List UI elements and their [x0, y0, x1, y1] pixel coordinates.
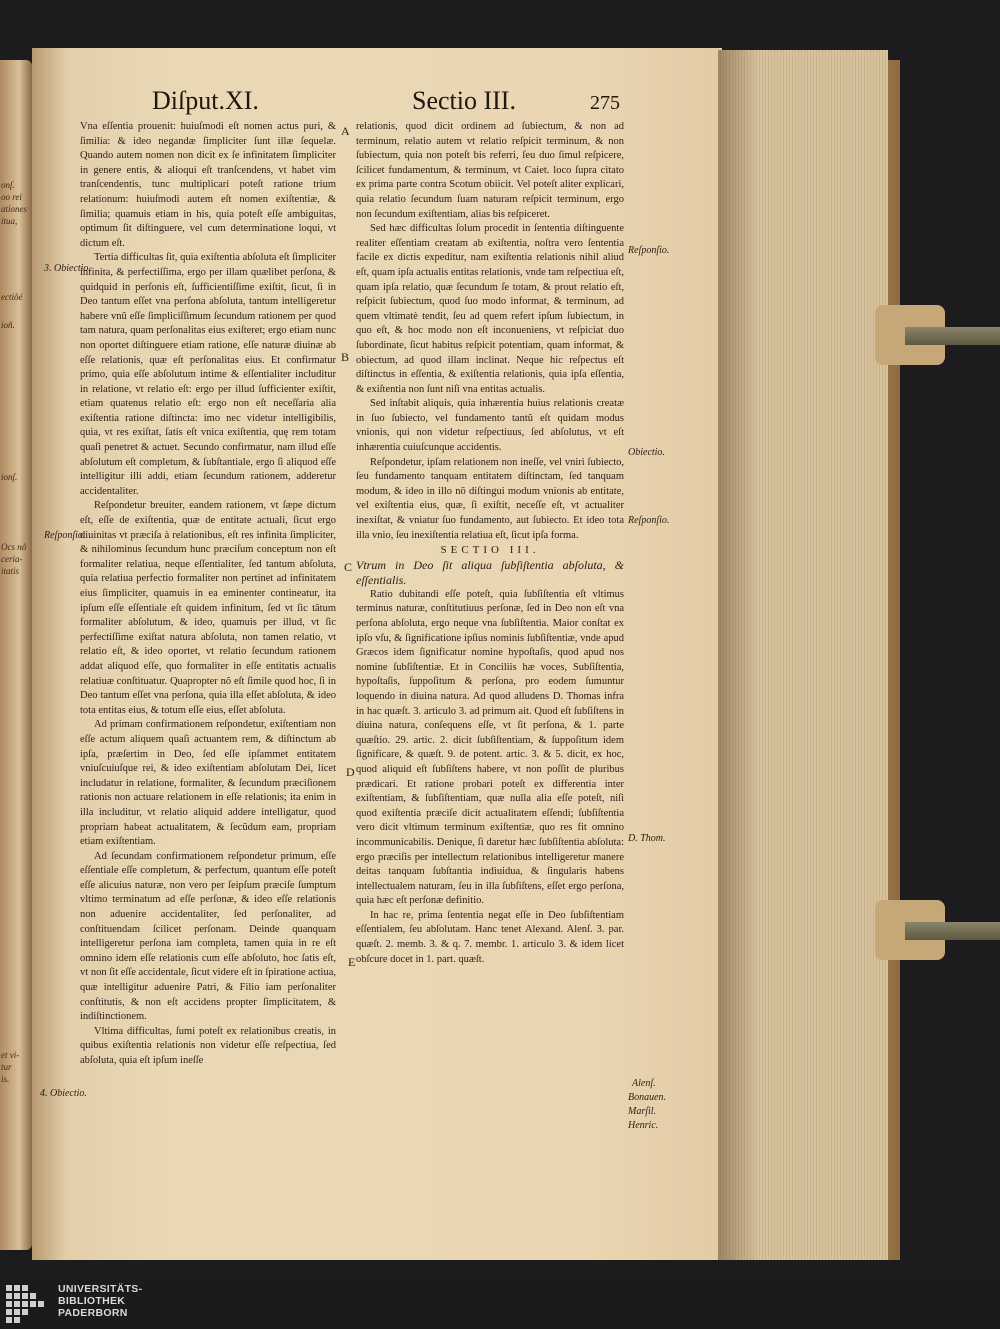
margin-note: Marſil.	[628, 1106, 657, 1117]
left-fragment: et vi-	[1, 1050, 20, 1060]
paragraph: Sed inſtabit aliquis, quia inhærentia huius relationis creatæ in ſuo ſubiecto, vel fundamento tantũ eſt quidam modus vnionis, qui non videtur reſpectiuus, ſed abſolutus, vt eſt inhærentia cuiuſcunque accidentis.	[356, 398, 624, 454]
running-head-center: Sectio III.	[412, 86, 516, 115]
left-fragment: oo rei	[1, 192, 22, 202]
text-column-left	[80, 120, 336, 1069]
paragraph: Vltima difficultas, ſumi poteſt ex relationibus creatis, in quibus exiſtentia relationis non videtur eſſe reſpectiua, ſed abſoluta, quia eſt ipſum ineſſe	[80, 1025, 336, 1066]
paragraph: Reſpondetur breuiter, eandem rationem, vt ſæpe dictum eſt, eſſe de exiſtentia, quæ de entitate actuali, ſicut ergo diuinitas vt præciſa à relationibus, eſt res infinita ſimpliciter, & nihilominus ſecundum hunc præciſum conceptum non eſt formaliter relatiua, neque eſſentialiter, ſed tantum abſoluta, quia relatiua perfectio formaliter non pertinet ad infinitatem eius ſimpliciter, quamuis in ea eminenter contineatur, ita ipſum eſſe eſſentiale eſt quidem infinitum, ſed vt ſic tãtum formaliter abſolutum, & ideo, quamuis per illud, vt ſic perfectiſſime exiſtat natura abſoluta, non tamen relatio, vt relatio eſt, & ideo oportet, vt relatio ſecundum rationem addat aliquod eſſe, quo formaliter in eſſe entitatis actualis relatiuæ conſtituatur. Quapropter nõ eſt ſimile quod hoc, ſi in Deo tantum eſſet vna perſona, quia illa eſſet abſoluta, & ideo tota entitas eius, & totum eſſe eius, eſſet abſoluta.	[80, 500, 336, 716]
library-name-line: UNIVERSITÄTS-	[58, 1283, 143, 1295]
upper-clasp	[875, 305, 1000, 365]
left-fragment: tur	[1, 1062, 12, 1072]
margin-note: D. Thom.	[628, 833, 666, 844]
section-letter: C	[344, 560, 353, 574]
left-page-edge	[0, 60, 32, 1250]
left-fragment: Ocs nõ	[1, 542, 27, 552]
left-fragment: itatis	[1, 566, 20, 576]
margin-note: 3. Obiectio.	[44, 263, 91, 274]
clasp-metal	[905, 922, 1000, 940]
margin-note: Bonauen.	[628, 1092, 667, 1103]
paragraph: relationis, quod dicit ordinem ad ſubiectum, & non ad terminum, relatio autem vt relatio reſpicit terminum, & non ſubiectum, quia non poteſt bis referri, ſeu duo ſimul reſpicere, ſcilicet fundamentum, & terminum, vt Caiet. loco ſupra citato ex prima parte contra Scotum obiicit. Vel poteſt aliter explicari, quia relatio ſecundum ſuam naturam reſpicit terminum, ergo non ſecundum exiſtentiam, alias bis reſpiceret.	[356, 121, 624, 220]
paragraph: In hac re, prima ſententia negat eſſe in Deo ſubſiſtentiam eſſentialem, ſeu abſolutam. Hanc tenet Alexand. Alenſ. 3. par. quæſt. 2. memb. 3. & q. 7. membr. 1. articulo 3. & idem licet obſcure docet in 1. part. quæſt.	[356, 909, 624, 965]
section-letter: B	[341, 350, 350, 364]
left-fragment: ionſ.	[1, 472, 18, 482]
page-number: 275	[590, 92, 620, 114]
library-name-line: BIBLIOTHEK	[58, 1295, 126, 1307]
paragraph: Vna eſſentia prouenit: huiuſmodi eſt nomen actus puri, & ſimilia: & ideo negandæ ſimpliciter ſunt illæ ſequelæ. Quando autem nomen non dicit ex ſe infinitatem ſimpliciter in genere entis, & alioqui eſt tranſcendens, vt habet vim tranſcendentis, tunc multiplicari poteſt ratione trium relationum: huiuſmodi autem eſt nomen exiſtentiæ, & ſimilia; quamuis etiam in his, quia poteſt eſſe ambiguitas, optimum ſit diſtinguere, vel cum determinatione loqui, vt dictum eſt.	[80, 121, 336, 249]
left-fragment: onſ.	[1, 180, 15, 190]
left-fragment: is.	[1, 1074, 10, 1084]
paragraph: Ratio dubitandi eſſe poteſt, quia ſubſiſtentia eſt vltimus terminus naturæ, conſtitutiuus perſonæ, ſed in Deo non eſt vna perſona abſoluta, ergo neque vna ſubſiſtentia. Maior conſtat ex ipſo vſu, & ſignificatione ipſius nominis ſubſiſtentiæ, vnde apud Græcos idem ſignificatur nomine hypoſtaſis, quod apud nos nomine ſubſiſtentiæ. Et in Conciliis hæ voces, Subſiſtentia, hypoſtaſis, ſuppoſitum & perſona, pro eodem ſumuntur loquendo in diuina natura. Ad quod alludens D. Thomas infra in hac quæſt. 3. articulo 3. ad primum ait. Quod eſt ſubſiſtens in diuina natura, conſequens eſſe, vt ſit perſona, & 1. parte quæſtio. 29. artic. 2. dicit ſubſiſtentiam, & ſuppoſitum idem ſignificare, & quæſt. 9. de potent. artic. 3. & 5. dicit, ex hoc, quod aliquid eſt ſubſiſtens habere, vt non poſſit de pluribus prædicari. Et ratione probari poteſt ex differentia inter exiſtentiam, & ſubſiſtentiam, quæ nulla alia eſſe poteſt, niſi quod exiſtentia præciſe dicit actualitatem eſſendi; ſubſiſtentia vero dicit vltimum terminum exiſtentiæ, quo res fit omnino incommunicabilis. Denique, ſi daretur hæc ſubſiſtentia abſoluta: ergo præciſis per intellectum relationibus intelligeretur manere deitas tanquam ſubſtantia indiuidua, & ſingularis habens intellectualem naturam, ſeu in illa ſubſiſtens, eſſet ergo perſona, quia hæc eſt perſonæ definitio.	[356, 588, 624, 907]
paragraph: Ad ſecundam confirmationem reſpondetur primum, eſſe eſſentiale eſſe completum, & perfectum, quantum eſſe poteſt eſſe alicuius naturæ, non vero per ſeipſum præciſe ſumptum vltimo terminatum ad eſſe perſonæ, & ideo eſſe relationis non aduenire accidentaliter, ſed perſonaliter, ad conſtituendam ſcilicet perſonam. Deinde quanquam intelligeretur perſona iam completa, tamen quia in re eſt omnino idem eſſe relationis cum eſſe abſoluto, hoc ſatis eſt, vt non ſit eſſe accidentale, ſicut videre eſt in ſpiratione actiua, quæ intelligitur aduenire Patri, & Filio iam perſonaliter conſtitutis, & non eſt accidens propter ſimplicitatem, & indiſtinctionem.	[80, 850, 336, 1023]
section-letter: A	[341, 124, 350, 138]
margin-note: Reſponſio.	[628, 245, 670, 256]
footer-bar	[0, 1280, 1000, 1329]
section-letter: E	[348, 955, 356, 969]
running-head-left: Diſput.XI.	[152, 86, 259, 115]
paragraph: Tertia difficultas ſit, quia exiſtentia abſoluta eſt ſimpliciter infinita, & perfectiſſima, ergo per illam quælibet perſona, & quidquid in perſonis eſt, ſufficientiſſime exiſtit, ſicut, ſi in Deo tantum eſſet vna perſona abſoluta, tantum intelligeretur habere vnũ eſſe ſimpliciſſimum ſecundum rationem per quod tam natura, quam perſonalitas eius exiſteret; ergo etiam nunc non oportet diſtinguere etiam ratione, eſſe naturæ diuinæ ab eſſe relationis, quæ eſt perſonalitas eius. Et confirmatur primo, quia eſſe abſolutum intime & eſſentialiter includitur in relatione, vt relatio eſt: ergo per illud ſufficienter exiſtit, etiam quatenus relatio eſt: ergo non eſt neceſſaria alia exiſtentia ratione diſtincta: imo nec videtur intelligibilis, quia, vt res exiſtat, ſatis eſt vnica exiſtentia, quę rem totam quaſi penetret & actuet. Secundo confirmatur, nam illud eſſe abſolutum eſt completum, & ſubſtantiale, ergo ſi aliquod eſſe intelligitur illi addi, etiam ſecundum rationem, adderetur accidentaliter.	[80, 252, 336, 497]
left-fragment: ceria-	[1, 554, 23, 564]
section-letter: D	[346, 765, 355, 779]
left-fragment: itua,	[1, 216, 18, 226]
edge-shadow	[718, 50, 758, 1260]
margin-note: Reſponſio.	[44, 530, 86, 541]
clasp-metal	[905, 327, 1000, 345]
margin-note: 4. Obiectio.	[40, 1088, 87, 1099]
library-name-line: PADERBORN	[58, 1307, 128, 1319]
paragraph: Reſpondetur, ipſam relationem non ineſſe, vel vniri ſubiecto, ſeu fundamento tanquam entitatem diſtinctam, ſed tanquam modum, & ideo in illo nõ diſtingui modum vnionis ab entitate, vel exiſtentia eius, quæ, ſi exiſtit, neceſſe eſt, vt actualiter inexiſtat, & vniatur ſuo fundamento, aut ſubiecto. Et ideo tota illa vnio, ſeu inexiſtentia relatiua eſt, ſicut ipſa forma.	[356, 456, 624, 541]
library-name	[58, 1283, 142, 1319]
left-fragment: ectiõé	[1, 292, 23, 302]
margin-note: Alenſ.	[632, 1078, 656, 1089]
text-column-right	[356, 120, 624, 967]
margin-note: Obiectio.	[628, 447, 665, 458]
section-title: Vtrum in Deo ſit aliqua ſubſiſtentia abſoluta, & eſſentialis.	[356, 557, 624, 587]
lower-clasp	[875, 900, 1000, 960]
paragraph: Sed hæc difficultas ſolum procedit in ſententia diſtinguente realiter eſſentiam creatam ab exiſtentia, noſtra vero ſententia facile ex dictis expeditur, nam exiſtentia relationis nihil aliud eſt, quam ipſa actualis entitas relationis, vnde tam reſpectiua eſt, quam ipſa relatio, quæ ſecundum ſe totam, & prout relatio eſt, reſpicit ſubiectum, quod ſuo modo informat, & terminum, ad quem vltimatè tendit, ſeu ad quem refert ipſum ſubiectum, in quo eſt, & hoc modo non eſt inconueniens, vt reſpiciat duo ſubordinate, ſicut habitus reſpicit potentiam, quam informat, & obiectum, ad quod illam inclinat. Neque hic reſpectus eſt diſtinctus in eſſentia, & exiſtentia relationis, quia ipſa eſſentia, & exiſtentia non ſunt niſi vna entitas actualis.	[356, 223, 624, 395]
section-heading: SECTIO III.	[440, 544, 540, 557]
left-fragment: ationes	[1, 204, 27, 214]
library-logo-icon	[4, 1283, 50, 1325]
margin-note: Henric.	[628, 1120, 659, 1131]
paragraph: Ad primam confirmationem reſpondetur, exiſtentiam non eſſe actum aliquem quaſi actuantem rem, & diſtinctum ab ipſa, præſertim in Deo, ſed eſſe ipſammet entitatem vniuſcuiuſque rei, & ideo exiſtentiam abſolutam Dei, licet includatur in relatione, formaliter, & ſecundum præciſionem rationis non actuare relationem in eſſe relationis; ita enim in illa includitur, vt relatio aliquid addere intelligatur, quod propriam habeat actualitatem, & ſecũdum eam, propriam etiam exiſtentiam.	[80, 719, 336, 848]
margin-note: Reſponſio.	[628, 515, 670, 526]
left-fragment: ioñ.	[1, 320, 15, 330]
